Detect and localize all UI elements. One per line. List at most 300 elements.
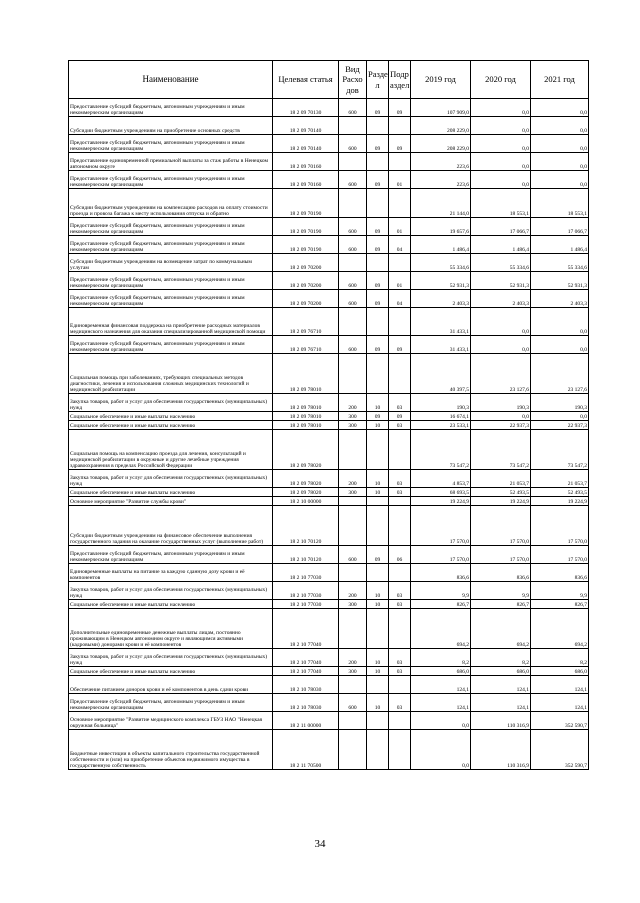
target-code: 18 2 09 78010 (273, 354, 339, 394)
subsection: 03 (389, 649, 411, 667)
value-2021: 352 590,7 (531, 730, 589, 770)
expense-type (339, 254, 367, 272)
value-2021: 1 486,4 (531, 236, 589, 254)
subsection: 09 (389, 412, 411, 421)
expense-type: 300 (339, 600, 367, 609)
expense-type (339, 676, 367, 694)
value-2019: 836,6 (411, 564, 471, 582)
value-2019: 9,9 (411, 582, 471, 600)
section (367, 497, 389, 506)
expense-type: 600 (339, 336, 367, 354)
table-row (69, 582, 589, 600)
subsection (389, 254, 411, 272)
expense-type: 300 (339, 412, 367, 421)
subsection: 01 (389, 218, 411, 236)
value-2020: 9,9 (471, 582, 531, 600)
table-row (69, 290, 589, 308)
expense-type: 600 (339, 290, 367, 308)
section: 10 (367, 488, 389, 497)
table-row (69, 336, 589, 354)
expense-type: 200 (339, 649, 367, 667)
section: 10 (367, 470, 389, 488)
value-2020: 8,2 (471, 649, 531, 667)
section (367, 430, 389, 470)
subsection (389, 676, 411, 694)
table-row (69, 488, 589, 497)
value-2021: 0,0 (531, 117, 589, 135)
expense-type (339, 497, 367, 506)
subsection: 03 (389, 582, 411, 600)
budget-table (68, 60, 589, 770)
value-2019: 686,0 (411, 667, 471, 676)
table-row (69, 218, 589, 236)
expense-type: 600 (339, 99, 367, 117)
table-row (69, 135, 589, 153)
section: 09 (367, 171, 389, 189)
expense-type: 600 (339, 171, 367, 189)
value-2021: 0,0 (531, 153, 589, 171)
value-2019: 55 334,6 (411, 254, 471, 272)
target-code: 18 2 09 70200 (273, 272, 339, 290)
expense-type (339, 354, 367, 394)
value-2020: 110 316,9 (471, 712, 531, 730)
row-name: Единовременные выплаты на питание за каждую сданную дозу крови и её компонентов (69, 564, 273, 582)
value-2021: 352 590,7 (531, 712, 589, 730)
target-code: 18 2 09 70190 (273, 189, 339, 218)
target-code: 18 2 10 70120 (273, 546, 339, 564)
table-header-row (69, 61, 589, 99)
value-2020: 0,0 (471, 308, 531, 336)
expense-type: 600 (339, 218, 367, 236)
value-2021: 0,0 (531, 99, 589, 117)
section (367, 676, 389, 694)
value-2019: 208 229,0 (411, 135, 471, 153)
table-row (69, 712, 589, 730)
target-code: 18 2 10 77030 (273, 582, 339, 600)
target-code: 18 2 09 78020 (273, 470, 339, 488)
target-code: 18 2 09 70200 (273, 254, 339, 272)
target-code: 18 2 09 70140 (273, 117, 339, 135)
value-2021: 0,0 (531, 135, 589, 153)
value-2020: 73 547,2 (471, 430, 531, 470)
value-2019: 223,6 (411, 171, 471, 189)
subsection (389, 153, 411, 171)
section: 10 (367, 582, 389, 600)
row-name: Субсидии бюджетным учреждениям на возмещение затрат по коммунальным услугам (69, 254, 273, 272)
value-2019: 23 533,1 (411, 421, 471, 430)
row-name: Социальное обеспечение и иные выплаты населению (69, 600, 273, 609)
value-2019: 1 486,4 (411, 236, 471, 254)
row-name: Основное мероприятие "Развитие службы крови" (69, 497, 273, 506)
value-2021: 17 570,0 (531, 506, 589, 546)
section (367, 506, 389, 546)
value-2021: 52 931,3 (531, 272, 589, 290)
subsection (389, 564, 411, 582)
value-2020: 1 486,4 (471, 236, 531, 254)
section: 09 (367, 135, 389, 153)
value-2020: 124,1 (471, 676, 531, 694)
row-name: Дополнительные единовременные денежные выплаты лицам, постоянно проживающим в Ненецком автономном округе и являющимся активными (кадровыми) донорами крови и её компонентов (69, 609, 273, 649)
value-2019: 107 909,0 (411, 99, 471, 117)
value-2019: 223,6 (411, 153, 471, 171)
target-code: 18 2 09 70190 (273, 218, 339, 236)
value-2019: 694,2 (411, 609, 471, 649)
value-2019: 21 144,0 (411, 189, 471, 218)
expense-type: 200 (339, 394, 367, 412)
section (367, 189, 389, 218)
table-row (69, 171, 589, 189)
expense-type: 200 (339, 582, 367, 600)
target-code: 18 2 10 77030 (273, 564, 339, 582)
section: 09 (367, 290, 389, 308)
section (367, 609, 389, 649)
target-code: 18 2 10 78030 (273, 694, 339, 712)
table-row (69, 421, 589, 430)
table-body (69, 99, 589, 770)
subsection: 04 (389, 290, 411, 308)
expense-type: 600 (339, 272, 367, 290)
value-2019: 190,3 (411, 394, 471, 412)
subsection (389, 730, 411, 770)
subsection: 03 (389, 421, 411, 430)
target-code: 18 2 11 00000 (273, 712, 339, 730)
expense-type: 200 (339, 470, 367, 488)
section: 09 (367, 546, 389, 564)
section (367, 117, 389, 135)
value-2021: 190,3 (531, 394, 589, 412)
section: 10 (367, 649, 389, 667)
value-2020: 0,0 (471, 153, 531, 171)
row-name: Основное мероприятие "Развитие медицинского комплекса ГБУЗ НАО "Ненецкая окружная больница" (69, 712, 273, 730)
expense-type (339, 153, 367, 171)
table-row (69, 694, 589, 712)
section (367, 354, 389, 394)
row-name: Предоставление субсидий бюджетным, автономным учреждениям и иным некоммерческим организациям (69, 171, 273, 189)
subsection: 03 (389, 488, 411, 497)
expense-type (339, 564, 367, 582)
row-name: Предоставление субсидий бюджетным, автономным учреждениям и иным некоммерческим организациям (69, 290, 273, 308)
section (367, 153, 389, 171)
expense-type: 600 (339, 694, 367, 712)
value-2021: 8,2 (531, 649, 589, 667)
expense-type (339, 189, 367, 218)
section: 10 (367, 667, 389, 676)
target-code: 18 2 10 77030 (273, 600, 339, 609)
value-2020: 190,3 (471, 394, 531, 412)
value-2019: 2 403,3 (411, 290, 471, 308)
value-2021: 17 066,7 (531, 218, 589, 236)
value-2019: 208 229,0 (411, 117, 471, 135)
expense-type (339, 430, 367, 470)
row-name: Социальное обеспечение и иные выплаты населению (69, 488, 273, 497)
target-code: 18 2 10 78030 (273, 676, 339, 694)
header-2021: 2021 год (531, 61, 589, 99)
section: 09 (367, 218, 389, 236)
header-subsection: Подр аздел (389, 61, 411, 99)
target-code: 18 2 09 78020 (273, 488, 339, 497)
target-code: 18 2 10 77040 (273, 667, 339, 676)
value-2021: 18 553,1 (531, 189, 589, 218)
table-row (69, 117, 589, 135)
table-row (69, 600, 589, 609)
target-code: 18 2 09 70190 (273, 236, 339, 254)
subsection: 01 (389, 272, 411, 290)
value-2021: 55 334,6 (531, 254, 589, 272)
value-2021: 17 570,0 (531, 546, 589, 564)
subsection: 03 (389, 667, 411, 676)
target-code: 18 2 09 70140 (273, 135, 339, 153)
value-2019: 73 547,2 (411, 430, 471, 470)
value-2020: 52 931,3 (471, 272, 531, 290)
section (367, 564, 389, 582)
header-2019: 2019 год (411, 61, 471, 99)
row-name: Социальное обеспечение и иные выплаты населению (69, 667, 273, 676)
target-code: 18 2 09 70130 (273, 99, 339, 117)
value-2020: 23 127,6 (471, 354, 531, 394)
target-code: 18 2 10 00000 (273, 497, 339, 506)
value-2019: 17 570,0 (411, 506, 471, 546)
value-2020: 17 066,7 (471, 218, 531, 236)
value-2020: 22 937,3 (471, 421, 531, 430)
target-code: 18 2 09 78010 (273, 412, 339, 421)
value-2021: 0,0 (531, 308, 589, 336)
row-name: Единовременная финансовая поддержка на приобретение расходных материалов медицинского назначения для оказания специализированной медицинской помощи (69, 308, 273, 336)
value-2020: 19 224,9 (471, 497, 531, 506)
table-row (69, 676, 589, 694)
row-name: Закупка товаров, работ и услуг для обеспечения государственных (муниципальных) нужд (69, 470, 273, 488)
page-number: 34 (314, 838, 326, 850)
row-name: Предоставление субсидий бюджетным, автономным учреждениям и иным некоммерческим организациям (69, 272, 273, 290)
value-2020: 0,0 (471, 135, 531, 153)
expense-type (339, 308, 367, 336)
value-2020: 686,0 (471, 667, 531, 676)
value-2021: 0,0 (531, 336, 589, 354)
target-code: 18 2 10 77040 (273, 609, 339, 649)
subsection (389, 308, 411, 336)
value-2020: 826,7 (471, 600, 531, 609)
subsection: 03 (389, 694, 411, 712)
subsection: 09 (389, 135, 411, 153)
target-code: 18 2 09 78010 (273, 421, 339, 430)
table-row (69, 308, 589, 336)
section: 10 (367, 694, 389, 712)
value-2021: 686,0 (531, 667, 589, 676)
expense-type: 600 (339, 236, 367, 254)
subsection: 04 (389, 236, 411, 254)
value-2021: 19 224,9 (531, 497, 589, 506)
row-name: Закупка товаров, работ и услуг для обеспечения государственных (муниципальных) нужд (69, 649, 273, 667)
row-name: Социальное обеспечение и иные выплаты населению (69, 412, 273, 421)
subsection (389, 430, 411, 470)
expense-type: 300 (339, 421, 367, 430)
value-2020: 0,0 (471, 171, 531, 189)
subsection: 03 (389, 470, 411, 488)
section (367, 254, 389, 272)
target-code: 18 2 10 70120 (273, 506, 339, 546)
value-2020: 18 553,1 (471, 189, 531, 218)
section (367, 712, 389, 730)
value-2019: 31 433,1 (411, 308, 471, 336)
value-2019: 19 224,9 (411, 497, 471, 506)
section: 09 (367, 336, 389, 354)
value-2019: 0,0 (411, 712, 471, 730)
value-2020: 694,2 (471, 609, 531, 649)
value-2020: 2 403,3 (471, 290, 531, 308)
value-2021: 0,0 (531, 412, 589, 421)
expense-type (339, 506, 367, 546)
value-2021: 826,7 (531, 600, 589, 609)
table-row (69, 189, 589, 218)
section (367, 308, 389, 336)
subsection (389, 497, 411, 506)
section (367, 730, 389, 770)
row-name: Предоставление субсидий бюджетным, автономным учреждениям и иным некоммерческим организациям (69, 236, 273, 254)
subsection: 03 (389, 394, 411, 412)
value-2020: 17 570,0 (471, 506, 531, 546)
table-row (69, 412, 589, 421)
value-2021: 124,1 (531, 694, 589, 712)
section: 10 (367, 394, 389, 412)
section: 09 (367, 236, 389, 254)
value-2019: 124,1 (411, 676, 471, 694)
row-name: Предоставление субсидий бюджетным, автономным учреждениям и иным некоммерческим организациям (69, 694, 273, 712)
row-name: Предоставление субсидий бюджетным, автономным учреждениям и иным некоммерческим организациям (69, 336, 273, 354)
value-2021: 52 493,5 (531, 488, 589, 497)
row-name: Закупка товаров, работ и услуг для обеспечения государственных (муниципальных) нужд (69, 582, 273, 600)
subsection: 03 (389, 600, 411, 609)
row-name: Субсидии бюджетным учреждениям на компенсацию расходов на оплату стоимости проезда и провоза багажа к месту использования отпуска и обратно (69, 189, 273, 218)
target-code: 18 2 09 76710 (273, 308, 339, 336)
value-2021: 22 937,3 (531, 421, 589, 430)
value-2020: 55 334,6 (471, 254, 531, 272)
table-row (69, 667, 589, 676)
table-row (69, 394, 589, 412)
value-2020: 21 053,7 (471, 470, 531, 488)
value-2019: 40 397,5 (411, 354, 471, 394)
table-row (69, 730, 589, 770)
target-code: 18 2 09 70160 (273, 171, 339, 189)
section: 10 (367, 600, 389, 609)
target-code: 18 2 09 70160 (273, 153, 339, 171)
value-2020: 0,0 (471, 336, 531, 354)
table-row (69, 649, 589, 667)
value-2019: 19 657,6 (411, 218, 471, 236)
table-row (69, 506, 589, 546)
expense-type: 300 (339, 667, 367, 676)
value-2021: 124,1 (531, 676, 589, 694)
table-row (69, 354, 589, 394)
section: 09 (367, 99, 389, 117)
value-2019: 17 570,0 (411, 546, 471, 564)
value-2021: 836,6 (531, 564, 589, 582)
table-row (69, 153, 589, 171)
row-name: Социальная помощь при заболеваниях, требующих специальных методов диагностики, лечения и использования сложных медицинских технологий и медицинской реабилитации (69, 354, 273, 394)
expense-type (339, 712, 367, 730)
row-name: Предоставление единовременной премиальной выплаты за стаж работы в Ненецком автономном округе (69, 153, 273, 171)
subsection (389, 609, 411, 649)
subsection: 09 (389, 99, 411, 117)
expense-type (339, 117, 367, 135)
target-code: 18 2 09 70200 (273, 290, 339, 308)
value-2019: 31 433,1 (411, 336, 471, 354)
value-2020: 17 570,0 (471, 546, 531, 564)
row-name: Предоставление субсидий бюджетным, автономным учреждениям и иным некоммерческим организациям (69, 218, 273, 236)
value-2021: 9,9 (531, 582, 589, 600)
row-name: Закупка товаров, работ и услуг для обеспечения государственных (муниципальных) нужд (69, 394, 273, 412)
value-2021: 73 547,2 (531, 430, 589, 470)
section: 09 (367, 272, 389, 290)
expense-type: 600 (339, 546, 367, 564)
row-name: Бюджетные инвестиции в объекты капитального строительства государственной собственности и (или) на приобретение объектов недвижимого имущества в государственную собственность (69, 730, 273, 770)
expense-type (339, 609, 367, 649)
expense-type (339, 730, 367, 770)
table-row (69, 609, 589, 649)
value-2019: 826,7 (411, 600, 471, 609)
row-name: Предоставление субсидий бюджетным, автономным учреждениям и иным некоммерческим организациям (69, 99, 273, 117)
subsection: 01 (389, 171, 411, 189)
value-2020: 0,0 (471, 412, 531, 421)
header-name: Наименование (69, 61, 273, 99)
value-2020: 0,0 (471, 99, 531, 117)
row-name: Предоставление субсидий бюджетным, автономным учреждениям и иным некоммерческим организациям (69, 546, 273, 564)
value-2021: 21 053,7 (531, 470, 589, 488)
table-row (69, 99, 589, 117)
value-2020: 836,6 (471, 564, 531, 582)
table-row (69, 254, 589, 272)
value-2020: 52 493,5 (471, 488, 531, 497)
subsection: 06 (389, 546, 411, 564)
row-name: Обеспечение питанием доноров крови и её компонентов в день сдачи крови (69, 676, 273, 694)
expense-type: 300 (339, 488, 367, 497)
value-2021: 0,0 (531, 171, 589, 189)
target-code: 18 2 10 77040 (273, 649, 339, 667)
target-code: 18 2 09 78010 (273, 394, 339, 412)
subsection (389, 712, 411, 730)
row-name: Субсидии бюджетным учреждениям на финансовое обеспечение выполнения государственного задания на оказание государственных услуг (выполнение работ) (69, 506, 273, 546)
subsection (389, 189, 411, 218)
value-2020: 0,0 (471, 117, 531, 135)
table-row (69, 546, 589, 564)
value-2020: 124,1 (471, 694, 531, 712)
value-2020: 110 316,9 (471, 730, 531, 770)
row-name: Предоставление субсидий бюджетным, автономным учреждениям и иным некоммерческим организациям (69, 135, 273, 153)
header-2020: 2020 год (471, 61, 531, 99)
section: 09 (367, 412, 389, 421)
table-row (69, 430, 589, 470)
header-expense-type: Вид Расхо дов (339, 61, 367, 99)
target-code: 18 2 09 78020 (273, 430, 339, 470)
row-name: Социальная помощь на компенсацию проезда для лечения, консультаций и медицинской реабилитации в окружные и другие лечебные учреждения здравоохранения в пределах Российской Федерации (69, 430, 273, 470)
value-2019: 4 853,7 (411, 470, 471, 488)
value-2019: 0,0 (411, 730, 471, 770)
subsection (389, 117, 411, 135)
table-row (69, 272, 589, 290)
value-2021: 2 403,3 (531, 290, 589, 308)
subsection: 09 (389, 336, 411, 354)
target-code: 18 2 11 70500 (273, 730, 339, 770)
header-section: Разде л (367, 61, 389, 99)
value-2019: 8,2 (411, 649, 471, 667)
subsection (389, 354, 411, 394)
table-row (69, 497, 589, 506)
value-2019: 16 674,1 (411, 412, 471, 421)
value-2021: 23 127,6 (531, 354, 589, 394)
header-target-code: Целевая статья (273, 61, 339, 99)
value-2019: 52 931,3 (411, 272, 471, 290)
subsection (389, 506, 411, 546)
table-row (69, 470, 589, 488)
expense-type: 600 (339, 135, 367, 153)
